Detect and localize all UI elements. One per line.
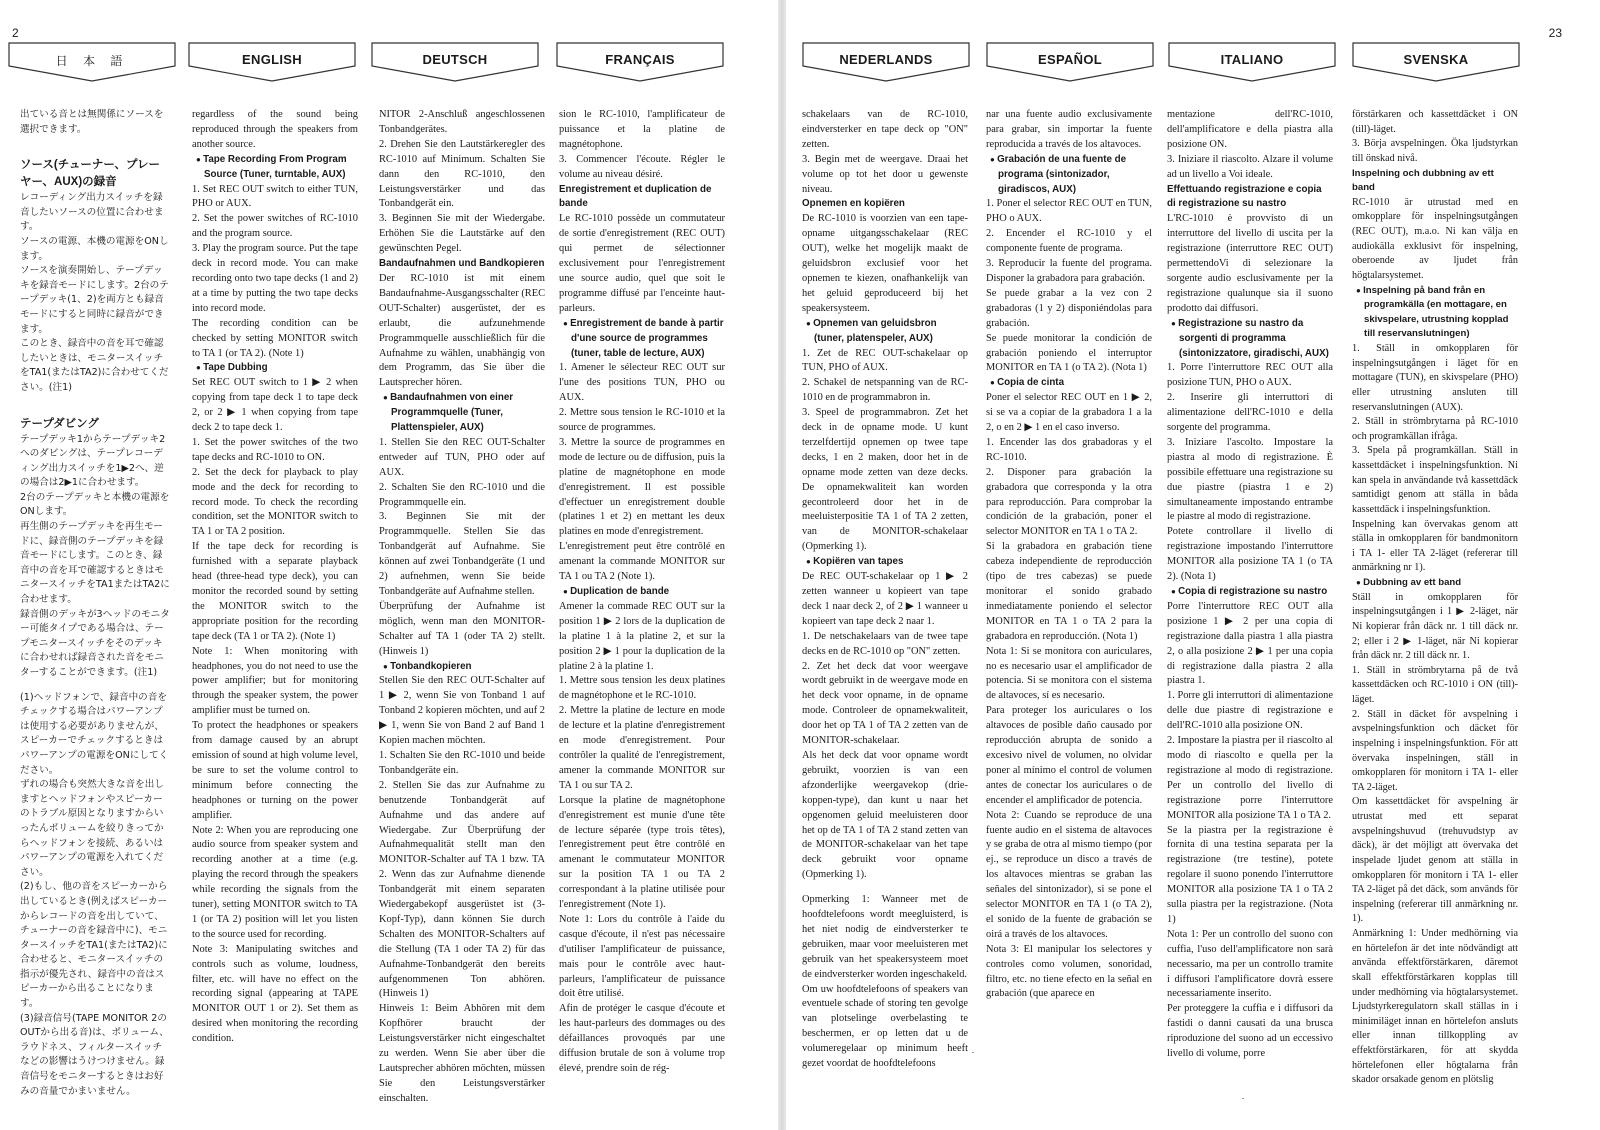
paragraph: 3. Commencer l'écoute. Régler le volume au niveau désiré.	[559, 153, 725, 180]
subsection-heading: ● Tape Recording From Program Source (Tuner, turntable, AUX)	[192, 153, 358, 183]
page-number-right: 23	[1548, 26, 1562, 40]
paragraph: Ställ in omkopplaren för inspelningsutgången i 1 ▶ 2-läget, när Ni kopierar från däck nr. 1 till däck nr. 2; eller i 2 ▶ 1-läget, när Ni kopierar från däck nr. 2 till däck nr. 1.	[1352, 591, 1518, 662]
subsection-heading: ● Grabación de una fuente de programa (sintonizador, giradiscos, AUX)	[986, 153, 1152, 198]
paragraph: Lorsque la platine de magnétophone d'enregistrement est munie d'une tête de lecture séparée (type trois têtes), l'enregistrement peut être contrôlé en amenant le commutateur MONITOR sur la position TA 1 ou TA 2 correspondant à la platine utilisée pour l'enregistrement (Note 1).	[559, 794, 725, 911]
section-heading: Enregistrement et duplication de bande	[559, 183, 712, 210]
paragraph: 3. Play the program source. Put the tape deck in record mode. You can make recording onto two tape decks (1 and 2) at a time by putting the two tape decks into record mode.	[192, 243, 358, 314]
paragraph: 2. Mettre sous tension le RC-1010 et la source de programmes.	[559, 407, 725, 434]
tab-deutsch	[371, 42, 539, 82]
paragraph: 1. Set REC OUT switch to either TUN, PHO or AUX.	[192, 183, 358, 210]
paragraph: ソースの電源、本機の電源をONします。	[20, 235, 169, 262]
tab-italiano	[1168, 42, 1336, 82]
paragraph: Poner el selector REC OUT en 1 ▶ 2, si se va a copiar de la grabadora 1 a la 2, o en 2 ▶ 1 en el caso inverso.	[986, 392, 1152, 434]
section-heading: Inspelning och dubbning av ett band	[1352, 167, 1494, 194]
paragraph: De REC OUT-schakelaar op 1 ▶ 2 zetten wanneer u kopieert van tape deck 1 naar deck 2, of 2 ▶ 1 wanneer u kopieert van tape deck 2 naar 1.	[802, 571, 968, 627]
paragraph: 3. Iniziare l'ascolto. Impostare la piastra al modo di registrazione. È possibile effettuare una registrazione su due piastre (piastra 1 e 2) simultaneamente impostando entrambe le piastre al modo di registrazione.	[1167, 436, 1333, 523]
note: Nota 2: Cuando se reproduce de una fuente audio en el sistema de altavoces y se graba de otra al mismo tiempo (por ej., se reproduce un disco a través de los altavoces mientras se graban las señales del sintonizador), si se pone el selector MONITOR en TA 1 (o TA 2), el sonido de la fuente de grabación se oirá a través de los altavoces.	[986, 809, 1152, 940]
tab-francais	[556, 42, 724, 82]
paragraph: Se puede monitorar la condición de grabación poniendo el interruptor MONITOR en TA 1 (o TA 2). (Nota 1)	[986, 332, 1152, 374]
section-heading: テープダビング	[20, 417, 99, 430]
subsection-heading: ● Copia di registrazione su nastro	[1167, 585, 1333, 600]
subsection-heading: ● Kopiëren van tapes	[802, 555, 968, 570]
subsection-heading: ● Enregistrement de bande à partir d'une source de programmes (tuner, table de lecture, AUX)	[559, 317, 725, 362]
section-heading: Effettuando registrazione e copia di registrazione su nastro	[1167, 183, 1322, 210]
paragraph: Le RC-1010 possède un commutateur de sortie d'enregistrement (REC OUT) qui permet de sélectionner exclusivement pour l'enregistrement une source audio, quel que soit le programme diffusé par l'enceinte haut-parleurs.	[559, 213, 725, 314]
paragraph: 2. Ställ in däcket för avspelning i avspelningsfunktion och däcket för inspelning i inspelningsfunktion. För att övervaka inspelningen, ställ in omkopplaren för monitorn i TA 1- eller TA 2-läget.	[1352, 708, 1518, 793]
paragraph: sion le RC-1010, l'amplificateur de puissance et la platine de magnétophone.	[559, 109, 725, 150]
paragraph: 2. Drehen Sie den Lautstärkeregler des RC-1010 auf Minimum. Schalten Sie dann den RC-1010, den Leistungsverstärker und das Tonbandgerät ein.	[379, 138, 545, 210]
paragraph: Potete controllare il livello di registrazione impostando l'interruttore MONITOR alla posizione TA 1 (o TA 2). (Nota 1)	[1167, 526, 1333, 583]
paragraph: 3. Mettre la source de programmes en mode de lecture ou de diffusion, puis la platine de magnétophone en mode d'enregistrement. Il est possible d'effectuer un enregistrement double (platines 1 et 2) en mettant les deux platines en mode d'enregistrement.	[559, 436, 725, 538]
tab-nederlands	[802, 42, 970, 82]
paragraph: 再生側のテープデッキを再生モードに、録音側のテープデッキを録音モードにします。このとき、録音中の音を耳で確認するときはモニタースイッチをTA1またはTA2に合わせます。	[20, 521, 170, 606]
column-francais	[559, 108, 725, 1077]
paragraph: L'RC-1010 è provvisto di un interruttore del livello di uscita per la registrazione (interruttore REC OUT) permettendoVi di selezionare la sorgente audio esclusivamente per la registrazione qualunque sia il suono prodotto dai diffusori.	[1167, 213, 1333, 314]
paragraph: 2. Schakel de netspanning van de RC-1010 en de programmabron in.	[802, 377, 968, 404]
paragraph: 2台のテープデッキと本機の電源をONします。	[20, 491, 170, 518]
paragraph: Inspelning kan övervakas genom att ställa in omkopplaren för bandmonitorn i TA 1- eller TA 2-läget (refererar till anmärkning nr 1).	[1352, 518, 1518, 574]
tab-label: SVENSKA	[1403, 52, 1469, 67]
column-nederlands	[802, 108, 968, 1072]
paragraph: 2. Inserire gli interruttori di alimentazione dell'RC-1010 e della sorgente del programma.	[1167, 392, 1333, 434]
paragraph: 出ている音とは無関係にソースを選択できます。	[20, 109, 164, 135]
note: Nota 3: El manipular los selectores y controles como volumen, sonoridad, filtro, etc. no tiene efecto en la señal en grabación (que aparece en	[986, 943, 1152, 1000]
paragraph: To protect the headphones or speakers from damage caused by an abrupt emission of sound at high volume level, be sure to set the volume control to minimum before connecting the headphones or turning on the power amplifier.	[192, 720, 358, 821]
paragraph: 3. Begin met de weergave. Draai het volume op tot het door u gewenste niveau.	[802, 153, 968, 195]
paragraph: Si la grabadora en grabación tiene cabeza independiente de reproducción (tipo de tres cabezas) se puede monitorar el sonido grabado inmediatamente poniendo el selector MONITOR en TA 1 o TA 2 para la grabadora en reproducción. (Nota 1)	[986, 541, 1152, 642]
page-number-left: 2	[12, 26, 19, 40]
paragraph: 1. Porre gli interruttori di alimentazione delle due piastre di registrazione e dell'RC-1010 alla posizione ON.	[1167, 690, 1333, 732]
paragraph: Amener la commade REC OUT sur la position 1 ▶ 2 lors de la duplication de la platine 1 à la platine 2, et sur la position 2 ▶ 1 pour la duplication de la platine 2 à la platine 1.	[559, 600, 725, 672]
note: Note 2: When you are reproducing one audio source from speaker system and recording another at a time (e.g. playing the record through the speakers while recording the signals from the tuner), setting MONITOR switch to TA 1 (or TA 2) position will let you listen to the source used for recording.	[192, 824, 358, 940]
note: Note 1: Lors du contrôle à l'aide du casque d'écoute, il n'est pas nécessaire d'utiliser l'amplificateur de puissance, mais pour le contrôle avec haut-parleurs, l'amplificateur de puissance doit être utilisé.	[559, 913, 725, 1000]
tab-svenska	[1352, 42, 1520, 82]
paragraph: 1. Stellen Sie den REC OUT-Schalter entweder auf TUN, PHO oder auf AUX.	[379, 436, 545, 478]
paragraph: ソースを演奏開始し、テープデッキを録音モードにします。2台のテープデッキ(1、2)を両方とも録音モードにすると同時に録音ができます。	[20, 265, 169, 335]
subsection-heading: ● Registrazione su nastro da sorgenti di programma (sintonizzatore, giradischi, AUX)	[1167, 317, 1333, 362]
paragraph: 1. Poner el selector REC OUT en TUN, PHO o AUX.	[986, 198, 1152, 225]
paragraph: The recording condition can be checked by setting MONITOR switch to TA 1 (or TA 2). (Note 1)	[192, 317, 358, 359]
paragraph: NITOR 2-Anschluß angeschlossenen Tonbandgerätes.	[379, 109, 545, 135]
paragraph: 2. Impostare la piastra per il riascolto al modo di riascolto e quella per la registrazione al modo di registrazione. Per un controllo del livello di registrazione porre l'interruttore MONITOR alla posizione TA 1 o TA 2.	[1167, 735, 1333, 821]
paragraph: 2. Set the power switches of RC-1010 and the program source.	[192, 213, 358, 240]
note: Hinweis 1: Beim Abhören mit dem Kopfhörer braucht der Leistungsverstärker nicht eingeschaltet zu werden. Wenn Sie aber über die Lautsprecher abhören möchten, müssen Sie den Leistungsverstärker einschalten.	[379, 1003, 545, 1104]
paragraph: 2. Ställ in strömbrytarna på RC-1010 och programkällan ifråga.	[1352, 416, 1518, 442]
paragraph: 1. Mettre sous tension les deux platines de magnétophone et le RC-1010.	[559, 675, 725, 702]
paragraph: 3. Beginnen Sie mit der Wiedergabe. Erhöhen Sie die Lautstärke auf den gewünschten Pegel.	[379, 213, 545, 255]
note: (3)録音信号(TAPE MONITOR 2のOUTから出る音)は、ボリューム、ラウドネス、フィルタースイッチなどの影響はうけつけません。録音信号をモニターするときはお好みの音量でかまいません。	[20, 1012, 169, 1097]
tab-label: ENGLISH	[242, 52, 302, 67]
paragraph: 1. De netschakelaars van de twee tape decks en de RC-1010 op "ON" zetten.	[802, 630, 968, 657]
paragraph: Set REC OUT switch to 1 ▶ 2 when copying from tape deck 1 to tape deck 2, or 2 ▶ 1 when copying from tape deck 2 to tape deck 1.	[192, 377, 358, 434]
paragraph: テープデッキ1からテープデッキ2へのダビングは、テープレコーディング出力スイッチを1▶2へ、逆の場合は2▶1に合わせます。	[20, 433, 166, 489]
tab-label: NEDERLANDS	[839, 52, 933, 67]
note: (1)ヘッドフォンで、録音中の音をチェックする場合はパワーアンプは使用する必要がありませんが、スピーカーでチェックするときはパワーアンプの電源をONにしてください。	[20, 691, 169, 776]
paragraph: 1. Encender las dos grabadoras y el RC-1010.	[986, 436, 1152, 463]
paragraph: 3. Speel de programmabron. Zet het deck in de opname mode. U kunt terzelfdertijd opnemen op twee tape decks, 1 en 2 maken, door het in de opname mode zetten van deze decks. De opnamekwaliteit kan worden gecontroleerd door het in de meeluisterpositie TA 1 of TA 2 zetten, van de MONITOR-schakelaar (Opmerking 1).	[802, 407, 968, 553]
paragraph: 3. Reproducir la fuente del programa. Disponer la grabadora para grabación.	[986, 258, 1152, 284]
paragraph: mentazione dell'RC-1010, dell'amplificatore e della piastra alla posizione ON.	[1167, 109, 1333, 150]
column-english	[192, 108, 358, 1047]
subsection-heading: ● Duplication de bande	[559, 585, 725, 600]
paragraph: Porre l'interruttore REC OUT alla posizione 1 ▶ 2 per una copia di registrazione dalla piastra 1 alla piastra 2, o alla posizione 2 ▶ 1 per una copia di registrazione dalla piastra 2 alla piastra 1.	[1167, 600, 1333, 687]
paragraph: förstärkaren och kassettdäcket i ON (till)-läget.	[1352, 109, 1518, 135]
note: Nota 1: Per un controllo del suono con cuffia, l'uso dell'amplificatore non sarà necessario, ma per un controllo tramite i diffusori l'amplificatore dovrà essere necessariamente inserito.	[1167, 928, 1333, 1000]
paragraph: 2. Zet het deck dat voor weergave wordt gebruikt in de weergave mode en het deck voor opname, in de opname mode. Controleer de opnamekwaliteit, door het op TA 1 of TA 2 zetten van de MONITOR-schakelaar.	[802, 660, 968, 747]
note: Note 3: Manipulating switches and controls such as volume, loudness, filter, etc. will have no effect on the recording signal (appearing at TAPE MONITOR OUT 1 or 2). Set them as desired when monitoring the recording condition.	[192, 943, 358, 1045]
note: Note 1: When monitoring with headphones, you do not need to use the power amplifier; but for monitoring through the speaker system, the power amplifier must be turned on.	[192, 645, 358, 717]
paragraph: 録音側のデッキが3ヘッドのモニター可能タイプである場合は、テープモニタースイッチをそのデッキに合わせれば録音された音をモニターすることができます。(注1)	[20, 608, 170, 678]
paragraph: Se la piastra per la registrazione è fornita di una testina separata per la registrazione (tre testine), potete regolare il suono ponendo l'interruttore MONITOR alla posizione TA 1 o TA 2 sulla piastra per la registrazione. (Nota 1)	[1167, 824, 1333, 925]
subsection-heading: ● Tonbandkopieren	[379, 660, 545, 675]
scan-speck	[1242, 1098, 1244, 1099]
tab-label: ESPAÑOL	[1038, 52, 1102, 67]
paragraph: Om kassettdäcket för avspelning är utrustat med ett separat avspelningshuvud (trehuvudstyp av däck), är det möjligt att övervaka det inspelade ljudet genom att ställa in omkopplaren för monitorn i TA 1- eller TA 2-läget på det däck, som används för inspelning (refererar till anmärkning nr. 1).	[1352, 796, 1518, 925]
subsection-heading: ● Dubbning av ett band	[1352, 576, 1518, 591]
tab-espanol	[986, 42, 1154, 82]
column-svenska	[1352, 108, 1518, 1088]
section-heading: Opnemen en kopiëren	[802, 198, 905, 210]
paragraph: L'enregistrement peut être contrôlé en amenant la commande MONITOR sur TA 1 ou TA 2 (Note 1).	[559, 541, 725, 583]
paragraph: 3. Beginnen Sie mit der Programmquelle. Stellen Sie das Tonbandgerät auf Aufnahme. Sie können auf zwei Tonbandgeräte (1 und 2) aufnehmen, wenn Sie beide Tonbandgeräte auf Aufnahme stellen.	[379, 511, 545, 597]
tab-japanese	[8, 42, 176, 82]
subsection-heading: ● Bandaufnahmen von einer Programmquelle (Tuner, Plattenspieler, AUX)	[379, 391, 545, 436]
paragraph: Stellen Sie den REC OUT-Schalter auf 1 ▶ 2, wenn Sie von Tonband 1 auf Tonband 2 kopieren möchten, und auf 2 ▶ 1, wenn Sie von Band 2 auf Band 1 Kopien machen möchten.	[379, 675, 545, 747]
left-page	[0, 0, 778, 1130]
right-page	[786, 0, 1600, 1130]
paragraph: 3. Spela på programkällan. Ställ in kassettdäcket i inspelningsfunktion. Ni kan spela in användande två kassettdäck samtidigt genom att ställa in båda kassettdäck i inspelningsfunktion.	[1352, 445, 1518, 515]
note: Nota 1: Si se monitora con auriculares, no es necesario usar el amplificador de potencia. Si se monitora con el sistema de altavoces, sí es necesario.	[986, 645, 1152, 702]
paragraph: 1. Schalten Sie den RC-1010 und beide Tonbandgeräte ein.	[379, 749, 545, 776]
paragraph: nar una fuente audio exclusivamente para grabar, sin importar la fuente reproducida a través de los altavoces.	[986, 109, 1152, 150]
paragraph: 1. Amener le sélecteur REC OUT sur l'une des positions TUN, PHO ou AUX.	[559, 362, 725, 404]
paragraph: 2. Set the deck for playback to play mode and the deck for recording to record mode. To check the recording condition, set the MONITOR switch to TA 1 or TA 2 position.	[192, 466, 358, 538]
paragraph: De RC-1010 is voorzien van een tape-opname uitgangsschakelaar (REC OUT), welke het mogelijk maakt de geluidsbron exclusief voor het opnemen te kiezen, onafhankelijk van het geluid geproduceerd bij het speakersysteem.	[802, 213, 968, 314]
paragraph: 1. Ställ in strömbrytarna på de två kassettdäcken och RC-1010 i ON (till)-läget.	[1352, 664, 1518, 705]
paragraph: Afin de protéger le casque d'écoute et les haut-parleurs des dommages ou des défaillances provoqués par une diffusion brutale de son à volume trop élevé, prendre soin de rég-	[559, 1003, 725, 1074]
paragraph: 1. Ställ in omkopplaren för inspelningsutgången i läget för en mottagare (TUN), en skivspelare (PHO) eller utrustning ansluten till reservanslutningen (AUX).	[1352, 343, 1518, 413]
column-espanol	[986, 108, 1152, 1002]
paragraph: 1. Set the power switches of the two tape decks and RC-1010 to ON.	[192, 436, 358, 463]
tab-label: 日 本 語	[55, 54, 129, 68]
paragraph: 1. Porre l'interruttore REC OUT alla posizione TUN, PHO o AUX.	[1167, 362, 1333, 389]
paragraph: schakelaars van de RC-1010, eindversterker en tape deck op "ON" zetten.	[802, 109, 968, 150]
column-deutsch	[379, 108, 545, 1107]
note: (2)もし、他の音をスピーカーから出しているとき(例えばスピーカーからレコードの音を出していて、チューナーの音を録音中に)、モニタースイッチをTA1(またはTA2)に合わせると、モニタースイッチの指示が優先され、録音中の音はスピーカーから出ることになります。	[20, 881, 168, 1010]
section-heading: ソース(チューナー、プレーヤー、AUX)の録音	[20, 159, 160, 189]
paragraph: If the tape deck for recording is furnished with a separate playback head (three-head type deck), you can monitor the recorded sound by setting the MONITOR switch to the appropriate position for the recording tape deck (TA 1 or TA 2). (Note 1)	[192, 541, 358, 642]
tab-label: DEUTSCH	[422, 52, 488, 67]
paragraph: Der RC-1010 ist mit einem Bandaufnahme-Ausgangsschalter (REC OUT-Schalter) ausgerüstet, der es erlaubt, die aufzunehmende Programmquelle ausschließlich für die Aufnahme zu wählen, unabhängig von dem Programm, das Sie über die Lautsprecher hören.	[379, 272, 545, 389]
subsection-heading: ● Copia de cinta	[986, 376, 1152, 391]
subsection-heading: ● Tape Dubbing	[192, 361, 358, 376]
subsection-heading: ● Opnemen van geluidsbron (tuner, platenspeler, AUX)	[802, 317, 968, 347]
paragraph: 2. Encender el RC-1010 y el componente fuente de programa.	[986, 228, 1152, 255]
paragraph: 2. Mettre la platine de lecture en mode de lecture et la platine d'enregistrement en mode d'enregistrement. Pour contrôler la qualité de l'enregistrement, amener la commande MONITOR sur TA 1 ou sur TA 2.	[559, 705, 725, 791]
note: Anmärkning 1: Under medhörning via en hörtelefon är det inte nödvändigt att använda effektförstärkaren, däremot skall effektförstärkaren kopplas till under medhörning via högtalarsystemet. Ljudstyrkeregulatorn skall ställas in i minimiläget innan en hörtelefon ansluts eller innan tillkoppling av effektförstärkaren, för att skydda hörtelefonen eller högtalarna från skador orsakade genom en plötslig	[1352, 928, 1518, 1086]
note: Opmerking 1: Wanneer met de hoofdtelefoons wordt meegluisterd, is het niet nodig de eindversterker te gebruiken, maar voor meeluisteren met gebruik van het speakersysteem moet de eindversterker worden ingeschakeld.	[802, 894, 968, 980]
paragraph: Para proteger los auriculares o los altavoces de posible daño causado por reproducción abrupta de sonido a excesivo nivel de volumen, no olvidar poner al mínimo el control de volumen antes de conectar los auriculares o de encender el amplificador de potencia.	[986, 705, 1152, 806]
column-japanese	[20, 108, 170, 1099]
scan-speck	[972, 1052, 974, 1053]
paragraph: Per proteggere la cuffia e i diffusori da fastidi o danni causati da una brusca riproduzione del suono ad un eccessivo livello di volume, porre	[1167, 1003, 1333, 1060]
paragraph: regardless of the sound being reproduced through the speakers from another source.	[192, 109, 358, 150]
subsection-heading: ● Inspelning på band från en programkälla (en mottagare, en skivspelare, utrustning kopplad till reservanslutningen)	[1352, 284, 1518, 343]
tab-label: FRANÇAIS	[605, 52, 675, 67]
tab-label: ITALIANO	[1220, 52, 1284, 67]
paragraph: レコーディング出力スイッチを録音したいソースの位置に合わせます。	[20, 192, 164, 233]
paragraph: 3. Börja avspelningen. Öka ljudstyrkan till önskad nivå.	[1352, 138, 1518, 164]
paragraph: Om uw hoofdtelefoons of speakers van eventuele schade of storing ten gevolge van plotselinge overbelasting te beschermen, er op letten dat u de volumeregelaar op minimum heeft gezet voordat de hoofdtelefoons	[802, 983, 968, 1070]
paragraph: RC-1010 är utrustad med en omkopplare för inspelningsutgången (REC OUT), m.a.o. Ni kan välja en audiokälla exklusivt för inspelning, oberoende av ljudet från högtalarsystemet.	[1352, 196, 1518, 281]
tab-english	[188, 42, 356, 82]
paragraph: 2. Stellen Sie das zur Aufnahme zu benutzende Tonbandgerät auf Aufnahme und das andere auf Wiedergabe. Zur Überprüfung der Aufnahmequalität stellt man den MONITOR-Schalter auf TA 1 bzw. TA 2. Wenn das zur Aufnahme dienende Tonbandgerät mit einem separaten Wiedergabekopf ausgerüstet ist (3-Kopf-Typ), dann können Sie durch Schalten des MONITOR-Schalters auf die Stellung (TA 1 oder TA 2) für das Aufnahme-Tonbandgerät den bereits aufgenommenen Ton abhören. (Hinweis 1)	[379, 779, 545, 1000]
paragraph: Überprüfung der Aufnahme ist möglich, wenn man den MONITOR-Schalter auf TA 1 (oder TA 2) stellt. (Hinweis 1)	[379, 600, 545, 657]
note: ずれの場合も突然大きな音を出しますとヘッドフォンやスピーカーのトラブル原因となりますからいったんボリュームを絞りきってからヘッドフォンを接続、あるいはパワーアンプの電源を入れてください。	[20, 779, 164, 878]
paragraph: 1. Zet de REC OUT-schakelaar op TUN, PHO of AUX.	[802, 347, 968, 374]
column-italiano	[1167, 108, 1333, 1062]
paragraph: 3. Iniziare il riascolto. Alzare il volume ad un livello a Voi ideale.	[1167, 153, 1333, 180]
paragraph: 2. Schalten Sie den RC-1010 und die Programmquelle ein.	[379, 481, 545, 508]
paragraph: Als het deck dat voor opname wordt gebruikt, voorzien is van een afzonderlijke weergavekop (drie-koppen-type), dan kunt u naar het opgenomen geluid meeluisteren door het op de TA 1 of TA 2 stand zetten van de MONITOR-schakelaar van het tape deck gebruikt voor opname (Opmerking 1).	[802, 749, 968, 881]
paragraph: このとき、録音中の音を耳で確認したいときは、モニタースイッチをTA1(またはTA2)に合わせてください。(注1)	[20, 338, 169, 393]
paragraph: Se puede grabar a la vez con 2 grabadoras (1 y 2) disponiéndolas para grabación.	[986, 287, 1152, 329]
paragraph: 2. Disponer para grabación la grabadora que corresponda y la otra para reproducción. Para comprobar la condición de la grabación, poner el selector MONITOR en TA 1 o TA 2.	[986, 466, 1152, 538]
section-heading: Bandaufnahmen und Bandkopieren	[379, 258, 545, 270]
